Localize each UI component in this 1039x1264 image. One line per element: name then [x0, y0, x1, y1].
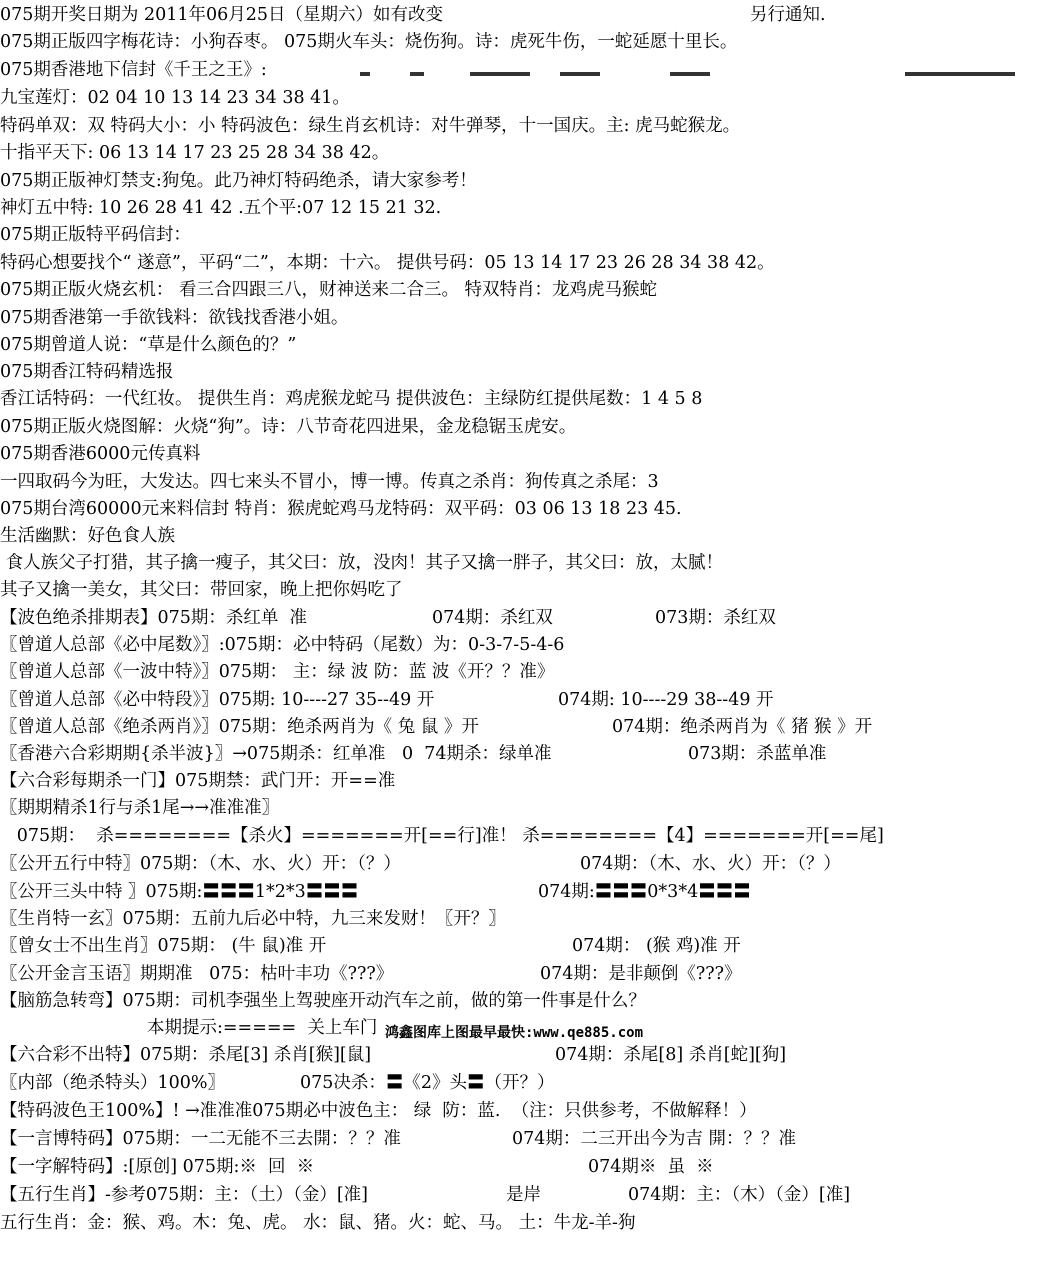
five-element-zodiac-line: [0, 1182, 851, 1208]
fire-riddle-text: 075期正版火烧玄机： 看三合四跟三八，财神送来二合三。 特双特肖：龙鸡虎马猴蛇: [0, 280, 658, 300]
one-char-074: 074期※ 虽 ※: [588, 1157, 714, 1177]
lamp-five-text: 神灯五中特: 10 26 28 41 42 .五个平:07 12 15 21 32.: [0, 198, 442, 218]
golden-words-074: 074期：是非颠倒《???》: [540, 964, 742, 984]
lamp-ban-line: [0, 168, 477, 194]
xiangjiang-detail-text: 香江话特码：一代红妆。 提供生肖：鸡虎猴龙蛇马 提供波色：主绿防红提供尾数：1 4 5 8: [0, 389, 703, 409]
zeng-tail-text: 〖曾道人总部《必中尾数》〗:075期：必中特码（尾数）为：0-3-7-5-4-6: [0, 635, 565, 655]
wave-kill-074: 074期：杀红双: [432, 608, 553, 628]
zeng-tail-line: [0, 632, 565, 658]
taiwan-envelope-line: [0, 496, 682, 522]
hint-text: 本期提示:===== 关上车门: [147, 1018, 378, 1038]
special-code-text: 特码单双：双 特码大小：小 特码波色：绿生肖玄机诗：对牛弹琴，十一国庆。主: 虎马蛇猴龙。: [0, 116, 741, 136]
hk-envelope-text: 075期香港地下信封《千王之王》:: [0, 60, 267, 80]
plum-poem-line: [0, 29, 738, 55]
site-watermark: 鸿鑫图库上图最早最快:www.qe885.com: [385, 1025, 644, 1041]
hk-half-wave-text: 〖香港六合彩期期{杀半波}〗→075期杀：红单准 0 74期杀：绿单准: [0, 744, 552, 764]
zeng-says-text: 075期曾道人说：“草是什么颜色的？”: [0, 335, 297, 355]
golden-words-line: [0, 961, 742, 987]
humor-title-line: [0, 523, 175, 549]
inner-kill-head-line: [0, 1070, 555, 1096]
wave-king-text: 【特码波色王100%】! →准准准075期必中波色主： 绿 防：蓝. （注：只供参考，不做解释！）: [0, 1101, 757, 1121]
zodiac-mystery-line: [0, 906, 506, 932]
precise-kill-line: [0, 795, 280, 821]
five-element-zodiac-shore: 是岸: [506, 1185, 541, 1205]
no-special-075: 【六合彩不出特】075期：杀尾[3] 杀肖[猴][鼠]: [0, 1045, 372, 1065]
special-code-line: [0, 113, 741, 139]
brain-teaser-text: 【脑筋急转弯】075期：司机李强坐上驾驶座开动汽车之前，做的第一件事是什么？: [0, 991, 646, 1011]
wish-code-text: 特码心想要找个“ 遂意”，平码“二”，本期：十六。 提供号码：05 13 14 17 23 26 28 34 38 42。: [0, 253, 775, 273]
five-elements-special-074: 074期：（木、水、火）开：（？）: [580, 854, 841, 874]
hk-envelope-line: [0, 57, 267, 83]
plum-poem-text: 075期正版四字梅花诗：小狗吞枣。 075期火车头：烧伤狗。诗：虎死牛伤，一蛇延愿十里长。: [0, 32, 738, 52]
ms-zeng-075: 〖曾女士不出生肖〗075期： (牛 鼠)准 开: [0, 936, 327, 956]
five-elements-special-075: 〖公开五行中特〗075期：（木、水、火）开：（？）: [0, 854, 401, 874]
three-heads-line: [0, 879, 751, 905]
wave-king-line: [0, 1098, 757, 1124]
flat-code-envelope-line: [0, 222, 191, 248]
flat-code-envelope-text: 075期正版特平码信封：: [0, 225, 191, 245]
wish-code-line: [0, 250, 775, 276]
zodiac-mapping-text: 五行生肖：金：猴、鸡。木：兔、虎。 水：鼠、猪。火：蛇、马。 土：牛龙-羊-狗: [0, 1213, 636, 1233]
fire-diagram-text: 075期正版火烧图解：火烧“狗”。诗：八节奇花四进果，金龙稳锯玉虎安。: [0, 417, 577, 437]
one-word-bet-075: 【一言博特码】075期：一二无能不三去開：？？准: [0, 1129, 401, 1149]
draw-date-line: [0, 2, 826, 28]
fire-diagram-line: [0, 414, 577, 440]
golden-words-075: 〖公开金言玉语〗期期准 075：枯叶丰功《???》: [0, 964, 394, 984]
scan-artifact: [360, 72, 370, 76]
wave-kill-073: 073期：杀红双: [655, 608, 776, 628]
xiangjiang-header-line: [0, 359, 174, 385]
no-special-line: [0, 1042, 787, 1068]
one-word-bet-074: 074期：二三开出今为吉 開：？？准: [512, 1129, 796, 1149]
hk-half-wave-line: [0, 741, 827, 767]
hk-6000-text: 075期香港6000元传真料: [0, 444, 201, 464]
scan-artifact: [670, 72, 710, 76]
kill-fire-tail-text: 075期： 杀========【杀火】=======开[==行]准！ 杀========【4】=======开[==尾]: [0, 826, 884, 846]
draw-date-notice: 另行通知.: [750, 5, 826, 25]
scan-artifact: [905, 72, 1015, 76]
humor-body-line-2: [0, 577, 403, 603]
ten-fingers-line: [0, 140, 390, 166]
xiangjiang-detail-line: [0, 386, 703, 412]
humor-title-text: 生活幽默：好色食人族: [0, 526, 175, 546]
zeng-one-wave-line: [0, 659, 555, 685]
kill-one-gate-line: [0, 768, 396, 794]
kill-one-gate-text: 【六合彩每期杀一门】075期禁：武门开：开==准: [0, 771, 396, 791]
wave-kill-075: 【波色绝杀排期表】075期：杀红单 准: [0, 608, 308, 628]
fax-kill-line: [0, 469, 659, 495]
brain-teaser-line: [0, 988, 646, 1014]
zeng-segment-074: 074期: 10----29 38--49 开: [558, 690, 774, 710]
scan-artifact: [470, 72, 530, 76]
scan-artifact: [560, 72, 600, 76]
one-word-bet-line: [0, 1126, 796, 1152]
no-special-074: 074期：杀尾[8] 杀肖[蛇][狗]: [555, 1045, 787, 1065]
wave-kill-schedule-line: [0, 605, 776, 631]
scan-artifact: [410, 72, 424, 76]
inner-kill-head-075: 075决杀：〓《2》头〓（开？）: [300, 1073, 555, 1093]
zodiac-mapping-line: [0, 1210, 636, 1236]
humor-body-text-2: 其子又擒一美女，其父曰：带回家，晚上把你妈吃了: [0, 580, 403, 600]
three-heads-075: 〖公开三头中特 〗075期:〓〓〓1*2*3〓〓〓: [0, 882, 359, 902]
five-elements-special-line: [0, 851, 841, 877]
zodiac-mystery-text: 〖生肖特一玄〗075期：五前九后必中特，九三来发财！〖开？〗: [0, 909, 506, 929]
xiangjiang-header-text: 075期香江特码精选报: [0, 362, 174, 382]
nine-lotus-text: 九宝莲灯：02 04 10 13 14 23 34 38 41。: [0, 88, 350, 108]
lamp-ban-text: 075期正版神灯禁支:狗兔。此乃神灯特码绝杀，请大家参考！: [0, 171, 477, 191]
humor-body-text-1: 食人族父子打猎，其子擒一瘦子，其父曰：放，没肉！其子又擒一胖子，其父曰：放，太腻！: [0, 553, 724, 573]
zeng-kill-two-074: 074期：绝杀两肖为《 猪 猴 》开: [612, 717, 873, 737]
fax-kill-text: 一四取码今为旺，大发达。四七来头不冒小，博一博。传真之杀肖：狗传真之杀尾：3: [0, 472, 659, 492]
hk-6000-line: [0, 441, 201, 467]
five-element-zodiac-075: 【五行生肖】-参考075期：主：（土）（金）[准]: [0, 1185, 368, 1205]
ms-zeng-line: [0, 933, 741, 959]
nine-lotus-line: [0, 85, 350, 111]
ms-zeng-074: 074期： (猴 鸡)准 开: [572, 936, 741, 956]
zeng-one-wave-text: 〖曾道人总部《一波中特》〗075期： 主：绿 波 防：蓝 波《开？？准》: [0, 662, 555, 682]
five-element-zodiac-074: 074期：主：（木）（金）[准]: [628, 1185, 851, 1205]
zeng-segment-075: 〖曾道人总部《必中特段》〗075期: 10----27 35--49 开: [0, 690, 435, 710]
hk-half-wave-073: 073期：杀蓝单准: [688, 744, 827, 764]
one-char-075: 【一字解特码】:[原创] 075期:※ 回 ※: [0, 1157, 315, 1177]
zeng-kill-two-075: 〖曾道人总部《绝杀两肖》〗075期：绝杀两肖为《 兔 鼠 》开: [0, 717, 479, 737]
zeng-says-line: [0, 332, 297, 358]
humor-body-line-1: [0, 550, 724, 576]
hk-first-hand-text: 075期香港第一手欲钱料：欲钱找香港小姐。: [0, 308, 349, 328]
hk-first-hand-line: [0, 305, 349, 331]
fire-riddle-line: [0, 277, 658, 303]
inner-kill-head-title: 〖内部（绝杀特头）100%〗: [0, 1073, 226, 1093]
taiwan-envelope-text: 075期台湾60000元来料信封 特肖：猴虎蛇鸡马龙特码：双平码：03 06 13 18 23 45.: [0, 499, 682, 519]
ten-fingers-text: 十指平天下: 06 13 14 17 23 25 28 34 38 42。: [0, 143, 390, 163]
three-heads-074: 074期:〓〓〓0*3*4〓〓〓: [538, 882, 751, 902]
zeng-kill-two-line: [0, 714, 873, 740]
one-char-line: [0, 1154, 714, 1180]
kill-fire-tail-line: [0, 823, 884, 849]
draw-date-text: 075期开奖日期为 2011年06月25日（星期六）如有改变: [0, 5, 444, 25]
zeng-segment-line: [0, 687, 774, 713]
precise-kill-text: 〖期期精杀1行与杀1尾→→准准准〗: [0, 798, 280, 818]
hint-line: [0, 1015, 644, 1041]
lamp-five-line: [0, 195, 442, 221]
